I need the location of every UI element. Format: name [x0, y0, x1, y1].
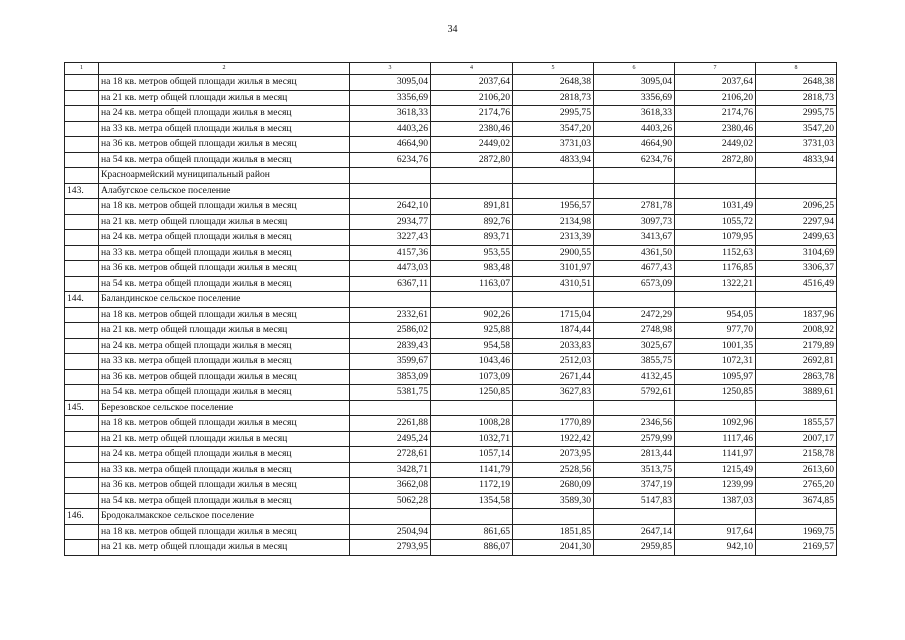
value-cell: 2648,38 [513, 75, 594, 91]
table-row [65, 121, 837, 137]
value-cell: 1072,31 [675, 354, 756, 370]
row-label: на 36 кв. метров общей площади жилья в месяц [99, 369, 350, 385]
value-cell: 4677,43 [594, 261, 675, 277]
row-index: 145. [65, 400, 99, 416]
section-row [65, 400, 837, 416]
value-cell: 2179,89 [756, 338, 837, 354]
value-cell: 2813,44 [594, 447, 675, 463]
value-cell: 4516,49 [756, 276, 837, 292]
value-cell: 3731,03 [756, 137, 837, 153]
value-cell: 3101,97 [513, 261, 594, 277]
row-index [65, 478, 99, 494]
table-row [65, 431, 837, 447]
section-row [65, 509, 837, 525]
value-cell: 6234,76 [350, 152, 431, 168]
value-cell: 3513,75 [594, 462, 675, 478]
value-cell: 2449,02 [675, 137, 756, 153]
value-cell [431, 168, 513, 184]
row-label: на 54 кв. метра общей площади жилья в месяц [99, 276, 350, 292]
value-cell: 2959,85 [594, 540, 675, 556]
column-number: 7 [675, 63, 756, 75]
row-index [65, 354, 99, 370]
value-cell: 2528,56 [513, 462, 594, 478]
value-cell: 2037,64 [431, 75, 513, 91]
value-cell [756, 509, 837, 525]
value-cell [675, 168, 756, 184]
value-cell [675, 400, 756, 416]
value-cell: 2041,30 [513, 540, 594, 556]
table-row [65, 354, 837, 370]
row-index [65, 416, 99, 432]
row-label: на 33 кв. метра общей площади жилья в месяц [99, 245, 350, 261]
value-cell: 942,10 [675, 540, 756, 556]
table-row [65, 493, 837, 509]
table-body [65, 75, 837, 556]
value-cell: 2586,02 [350, 323, 431, 339]
value-cell: 2648,38 [756, 75, 837, 91]
section-row [65, 183, 837, 199]
value-cell: 2499,63 [756, 230, 837, 246]
row-label: на 21 кв. метр общей площади жилья в месяц [99, 540, 350, 556]
value-cell: 2793,95 [350, 540, 431, 556]
column-number: 8 [756, 63, 837, 75]
value-cell: 1152,63 [675, 245, 756, 261]
value-cell [431, 509, 513, 525]
value-cell: 2033,83 [513, 338, 594, 354]
value-cell [594, 168, 675, 184]
row-label: на 24 кв. метра общей площади жилья в месяц [99, 230, 350, 246]
value-cell: 1032,71 [431, 431, 513, 447]
table-row [65, 199, 837, 215]
row-index [65, 199, 99, 215]
value-cell [756, 168, 837, 184]
row-label: на 21 кв. метр общей площади жилья в месяц [99, 214, 350, 230]
table-row [65, 75, 837, 91]
value-cell: 4403,26 [350, 121, 431, 137]
value-cell [513, 400, 594, 416]
row-label: на 33 кв. метра общей площади жилья в месяц [99, 121, 350, 137]
table-row [65, 230, 837, 246]
value-cell: 4833,94 [756, 152, 837, 168]
value-cell: 1354,58 [431, 493, 513, 509]
value-cell: 6367,11 [350, 276, 431, 292]
row-index [65, 75, 99, 91]
value-cell [431, 183, 513, 199]
table-row [65, 524, 837, 540]
row-label: на 36 кв. метров общей площади жилья в месяц [99, 261, 350, 277]
value-cell: 2900,55 [513, 245, 594, 261]
value-cell: 1855,57 [756, 416, 837, 432]
row-index [65, 276, 99, 292]
table-row [65, 540, 837, 556]
table-row [65, 385, 837, 401]
value-cell: 4664,90 [350, 137, 431, 153]
row-index [65, 261, 99, 277]
value-cell: 1176,85 [675, 261, 756, 277]
value-cell: 1250,85 [431, 385, 513, 401]
value-cell: 4664,90 [594, 137, 675, 153]
row-index [65, 493, 99, 509]
value-cell: 2647,14 [594, 524, 675, 540]
value-cell: 3095,04 [350, 75, 431, 91]
column-number: 3 [350, 63, 431, 75]
value-cell: 2174,76 [675, 106, 756, 122]
value-cell [675, 183, 756, 199]
column-number-row [65, 63, 837, 75]
value-cell: 1215,49 [675, 462, 756, 478]
value-cell: 2839,43 [350, 338, 431, 354]
section-title: Березовское сельское поселение [99, 400, 350, 416]
value-cell: 891,81 [431, 199, 513, 215]
value-cell: 2995,75 [513, 106, 594, 122]
table-row [65, 478, 837, 494]
row-index: 143. [65, 183, 99, 199]
value-cell: 2748,98 [594, 323, 675, 339]
table-row [65, 245, 837, 261]
row-index [65, 385, 99, 401]
value-cell: 2671,44 [513, 369, 594, 385]
value-cell: 917,64 [675, 524, 756, 540]
value-cell: 3227,43 [350, 230, 431, 246]
value-cell [431, 292, 513, 308]
value-cell: 925,88 [431, 323, 513, 339]
row-index [65, 524, 99, 540]
value-cell: 2613,60 [756, 462, 837, 478]
section-title: Алабугское сельское поселение [99, 183, 350, 199]
value-cell: 1874,44 [513, 323, 594, 339]
value-cell: 2332,61 [350, 307, 431, 323]
value-cell: 3618,33 [350, 106, 431, 122]
value-cell: 2872,80 [431, 152, 513, 168]
value-cell: 1117,46 [675, 431, 756, 447]
value-cell: 1956,57 [513, 199, 594, 215]
value-cell: 3547,20 [756, 121, 837, 137]
section-title: Бродокалмакское сельское поселение [99, 509, 350, 525]
section-title: Красноармейский муниципальный район [99, 168, 350, 184]
value-cell: 1055,72 [675, 214, 756, 230]
value-cell: 2380,46 [431, 121, 513, 137]
value-cell: 1008,28 [431, 416, 513, 432]
value-cell: 5062,28 [350, 493, 431, 509]
value-cell: 902,26 [431, 307, 513, 323]
value-cell: 2007,17 [756, 431, 837, 447]
table-row [65, 307, 837, 323]
value-cell [594, 400, 675, 416]
value-cell: 3097,73 [594, 214, 675, 230]
value-cell: 5792,61 [594, 385, 675, 401]
row-label: на 21 кв. метр общей площади жилья в месяц [99, 90, 350, 106]
value-cell: 3889,61 [756, 385, 837, 401]
value-cell: 1851,85 [513, 524, 594, 540]
table-row [65, 90, 837, 106]
value-cell: 1092,96 [675, 416, 756, 432]
value-cell: 3356,69 [594, 90, 675, 106]
table-row [65, 338, 837, 354]
section-row [65, 168, 837, 184]
value-cell: 4403,26 [594, 121, 675, 137]
value-cell: 2169,57 [756, 540, 837, 556]
value-cell: 2765,20 [756, 478, 837, 494]
table-row [65, 447, 837, 463]
value-cell [513, 292, 594, 308]
value-cell: 4473,03 [350, 261, 431, 277]
row-index [65, 369, 99, 385]
row-label: на 36 кв. метров общей площади жилья в месяц [99, 137, 350, 153]
value-cell: 4310,51 [513, 276, 594, 292]
row-label: на 54 кв. метра общей площади жилья в месяц [99, 152, 350, 168]
value-cell [350, 183, 431, 199]
value-cell: 2134,98 [513, 214, 594, 230]
value-cell: 2692,81 [756, 354, 837, 370]
row-index [65, 152, 99, 168]
value-cell: 3662,08 [350, 478, 431, 494]
value-cell: 1031,49 [675, 199, 756, 215]
value-cell: 1387,03 [675, 493, 756, 509]
value-cell: 6234,76 [594, 152, 675, 168]
column-number: 5 [513, 63, 594, 75]
value-cell: 2512,03 [513, 354, 594, 370]
value-cell: 983,48 [431, 261, 513, 277]
table-row [65, 106, 837, 122]
row-index [65, 214, 99, 230]
row-index: 144. [65, 292, 99, 308]
table-row [65, 214, 837, 230]
value-cell: 1172,19 [431, 478, 513, 494]
value-cell [675, 292, 756, 308]
value-cell: 1250,85 [675, 385, 756, 401]
value-cell: 861,65 [431, 524, 513, 540]
value-cell: 2995,75 [756, 106, 837, 122]
value-cell: 3428,71 [350, 462, 431, 478]
column-number: 2 [99, 63, 350, 75]
value-cell: 2680,09 [513, 478, 594, 494]
column-number: 4 [431, 63, 513, 75]
value-cell [675, 509, 756, 525]
value-cell: 3095,04 [594, 75, 675, 91]
page-number: 34 [447, 24, 458, 35]
value-cell: 2008,92 [756, 323, 837, 339]
column-number: 6 [594, 63, 675, 75]
value-cell: 1057,14 [431, 447, 513, 463]
table-row [65, 152, 837, 168]
value-cell: 2579,99 [594, 431, 675, 447]
value-cell: 2781,78 [594, 199, 675, 215]
value-cell: 1001,35 [675, 338, 756, 354]
row-index: 146. [65, 509, 99, 525]
value-cell: 1095,97 [675, 369, 756, 385]
value-cell: 1922,42 [513, 431, 594, 447]
value-cell: 3025,67 [594, 338, 675, 354]
value-cell: 2106,20 [675, 90, 756, 106]
row-index [65, 338, 99, 354]
value-cell [756, 292, 837, 308]
value-cell [594, 292, 675, 308]
value-cell: 1141,97 [675, 447, 756, 463]
value-cell [431, 400, 513, 416]
value-cell: 2728,61 [350, 447, 431, 463]
value-cell: 4833,94 [513, 152, 594, 168]
row-index [65, 307, 99, 323]
value-cell: 2297,94 [756, 214, 837, 230]
value-cell [350, 509, 431, 525]
value-cell: 1141,79 [431, 462, 513, 478]
value-cell: 3853,09 [350, 369, 431, 385]
value-cell: 4132,45 [594, 369, 675, 385]
row-index [65, 121, 99, 137]
value-cell: 3104,69 [756, 245, 837, 261]
row-label: на 18 кв. метров общей площади жилья в месяц [99, 524, 350, 540]
value-cell: 1073,09 [431, 369, 513, 385]
value-cell: 893,71 [431, 230, 513, 246]
row-label: на 18 кв. метров общей площади жилья в месяц [99, 75, 350, 91]
row-index [65, 106, 99, 122]
table-row [65, 462, 837, 478]
row-label: на 21 кв. метр общей площади жилья в месяц [99, 323, 350, 339]
value-cell [756, 400, 837, 416]
row-index [65, 168, 99, 184]
value-cell: 1969,75 [756, 524, 837, 540]
value-cell: 2380,46 [675, 121, 756, 137]
value-cell: 5381,75 [350, 385, 431, 401]
row-label: на 18 кв. метров общей площади жилья в месяц [99, 307, 350, 323]
row-label: на 24 кв. метра общей площади жилья в месяц [99, 447, 350, 463]
section-title: Баландинское сельское поселение [99, 292, 350, 308]
value-cell: 2313,39 [513, 230, 594, 246]
row-index [65, 137, 99, 153]
row-index [65, 90, 99, 106]
value-cell: 2504,94 [350, 524, 431, 540]
value-cell: 954,05 [675, 307, 756, 323]
value-cell: 954,58 [431, 338, 513, 354]
value-cell [513, 168, 594, 184]
value-cell: 892,76 [431, 214, 513, 230]
value-cell [594, 509, 675, 525]
value-cell: 4157,36 [350, 245, 431, 261]
value-cell: 3589,30 [513, 493, 594, 509]
value-cell: 1079,95 [675, 230, 756, 246]
value-cell: 4361,50 [594, 245, 675, 261]
value-cell: 2261,88 [350, 416, 431, 432]
value-cell: 2073,95 [513, 447, 594, 463]
row-label: на 18 кв. метров общей площади жилья в месяц [99, 416, 350, 432]
value-cell: 886,07 [431, 540, 513, 556]
value-cell: 2346,56 [594, 416, 675, 432]
value-cell: 2449,02 [431, 137, 513, 153]
value-cell: 2037,64 [675, 75, 756, 91]
value-cell: 3356,69 [350, 90, 431, 106]
value-cell: 1239,99 [675, 478, 756, 494]
value-cell: 2872,80 [675, 152, 756, 168]
value-cell: 1163,07 [431, 276, 513, 292]
table-row [65, 416, 837, 432]
row-index [65, 447, 99, 463]
value-cell: 2158,78 [756, 447, 837, 463]
value-cell: 977,70 [675, 323, 756, 339]
value-cell: 3306,37 [756, 261, 837, 277]
row-label: на 54 кв. метра общей площади жилья в месяц [99, 493, 350, 509]
value-cell: 953,55 [431, 245, 513, 261]
row-label: на 33 кв. метра общей площади жилья в месяц [99, 462, 350, 478]
value-cell: 3627,83 [513, 385, 594, 401]
value-cell: 2472,29 [594, 307, 675, 323]
table-row [65, 276, 837, 292]
value-cell: 3547,20 [513, 121, 594, 137]
value-cell: 2934,77 [350, 214, 431, 230]
row-index [65, 323, 99, 339]
value-cell: 2495,24 [350, 431, 431, 447]
table-row [65, 137, 837, 153]
value-cell [350, 400, 431, 416]
row-index [65, 230, 99, 246]
value-cell: 2642,10 [350, 199, 431, 215]
value-cell: 3731,03 [513, 137, 594, 153]
table-row [65, 369, 837, 385]
table-row [65, 261, 837, 277]
value-cell: 2174,76 [431, 106, 513, 122]
value-cell: 1715,04 [513, 307, 594, 323]
section-row [65, 292, 837, 308]
value-cell: 3674,85 [756, 493, 837, 509]
value-cell [350, 168, 431, 184]
value-cell: 2863,78 [756, 369, 837, 385]
value-cell [513, 183, 594, 199]
value-cell: 2106,20 [431, 90, 513, 106]
tariff-table [64, 62, 837, 556]
value-cell: 1322,21 [675, 276, 756, 292]
value-cell [350, 292, 431, 308]
row-label: на 21 кв. метр общей площади жилья в месяц [99, 431, 350, 447]
value-cell: 1043,46 [431, 354, 513, 370]
row-index [65, 245, 99, 261]
row-label: на 18 кв. метров общей площади жилья в месяц [99, 199, 350, 215]
value-cell: 3413,67 [594, 230, 675, 246]
row-label: на 54 кв. метра общей площади жилья в месяц [99, 385, 350, 401]
value-cell: 6573,09 [594, 276, 675, 292]
table-row [65, 323, 837, 339]
row-label: на 24 кв. метра общей площади жилья в месяц [99, 106, 350, 122]
row-index [65, 462, 99, 478]
value-cell [594, 183, 675, 199]
row-label: на 24 кв. метра общей площади жилья в месяц [99, 338, 350, 354]
value-cell: 2818,73 [513, 90, 594, 106]
value-cell [756, 183, 837, 199]
row-label: на 36 кв. метров общей площади жилья в месяц [99, 478, 350, 494]
value-cell: 2818,73 [756, 90, 837, 106]
row-label: на 33 кв. метра общей площади жилья в месяц [99, 354, 350, 370]
row-index [65, 431, 99, 447]
value-cell: 2096,25 [756, 199, 837, 215]
row-index [65, 540, 99, 556]
value-cell: 3599,67 [350, 354, 431, 370]
value-cell: 1837,96 [756, 307, 837, 323]
value-cell: 3747,19 [594, 478, 675, 494]
value-cell: 3855,75 [594, 354, 675, 370]
value-cell: 5147,83 [594, 493, 675, 509]
value-cell: 1770,89 [513, 416, 594, 432]
value-cell [513, 509, 594, 525]
column-number: 1 [65, 63, 99, 75]
value-cell: 3618,33 [594, 106, 675, 122]
